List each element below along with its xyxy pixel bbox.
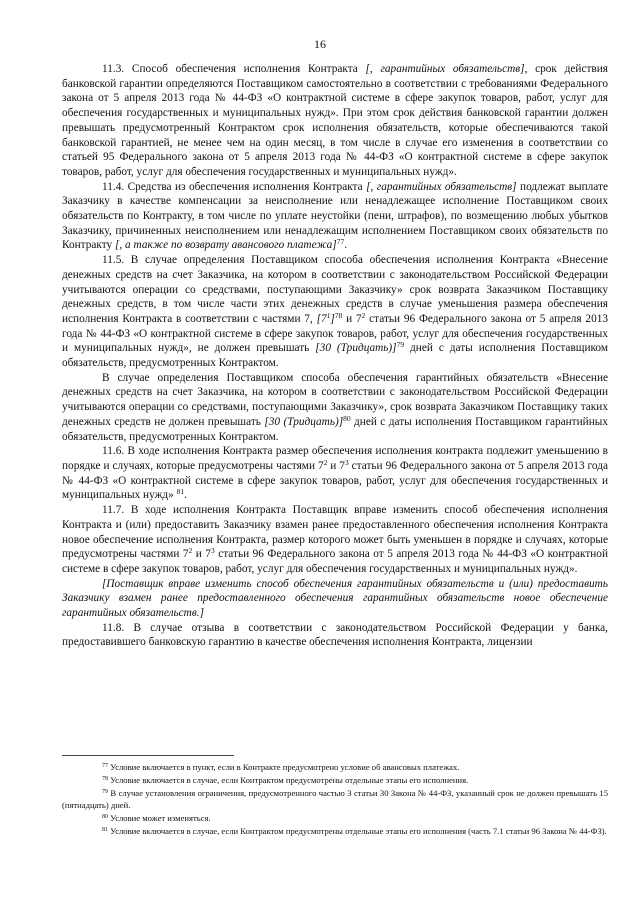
footnote-77 bbox=[62, 761, 608, 774]
clause-text: 11.4. Средства из обеспечения исполнения Контракта bbox=[102, 180, 367, 193]
superscript-index: 2 bbox=[323, 457, 328, 467]
footnote-ref[interactable]: 79 bbox=[396, 340, 405, 350]
clause-11-8 bbox=[62, 621, 608, 650]
clause-text: дней с даты исполнения Поставщиком гарантийных обязательств, предусмотренных Контрактом. bbox=[62, 415, 608, 443]
clause-text: , срок действия банковской гарантии определяются Поставщиком самостоятельно в соответствии с требованиями Федерального закона от 5 апреля 2013 года № 44-ФЗ «О контрактной системе в сфере закупок товаров, работ, услуг для обеспечения государственных и муниципальных нужд». При этом срок действия банковской гарантии должен превышать предусмотренный Контрактом срок исполнения обязательств, которые обеспечиваются такой банковской гарантией, не менее чем на один месяц, в том числе в случае его изменения в соответствии со статьей 95 Федерального закона от 5 апреля 2013 года № 44-ФЗ «О контрактной системе в сфере закупок товаров, работ, услуг для обеспечения государственных и муниципальных нужд». bbox=[62, 63, 608, 178]
clause-11-7 bbox=[62, 503, 608, 577]
clause-11-5-guarantee bbox=[62, 371, 608, 445]
clause-text: 11.7. В ходе исполнения Контракта Поставщик вправе изменить способ обеспечения исполнения Контракта и (или) предоставить Заказчику взамен ранее предоставленного обеспечения исполнения Контракта новое обеспечение исполнения Контракта, размер которого может быть уменьшен в порядке и случаях, которые предусмотрены частями 7 bbox=[62, 504, 608, 561]
superscript-index: 3 bbox=[344, 457, 349, 467]
clause-text: дней с даты исполнения Поставщиком обязательств, предусмотренных Контрактом. bbox=[62, 342, 609, 370]
footnote-number: 80 bbox=[102, 814, 108, 821]
footnote-78 bbox=[62, 774, 608, 787]
clause-text: 11.8. В случае отзыва в соответствии с законодательством Российской Федерации у банка, предоставившего банковскую гарантию в качестве обеспечения исполнения Контракта, лицензии bbox=[62, 621, 608, 649]
superscript-index: 2 bbox=[188, 546, 193, 556]
clause-text: статьи 96 Федерального закона от 5 апреля 2013 года № 44-ФЗ «О контрактной системе в сфере закупок товаров, работ, услуг для обеспечения государственных и муниципальных нужд». bbox=[62, 548, 609, 575]
clause-text: статьи 96 Федерального закона от 5 апреля 2013 года № 44-ФЗ «О контрактной системе в сфере закупок товаров, работ, услуг для обеспечения государственных и муниципальных нужд», не должен превышать bbox=[62, 312, 609, 355]
clause-11-5 bbox=[62, 253, 608, 371]
clause-text: 11.3. Способ обеспечения исполнения Контракта bbox=[102, 63, 366, 75]
footnote-text: Условие включается в случае, если Контрактом предусмотрены отдельные этапы его исполнения. bbox=[110, 774, 469, 785]
clause-11-6 bbox=[62, 444, 608, 503]
footnote-79 bbox=[62, 787, 608, 813]
footnote-number: 78 bbox=[102, 775, 108, 782]
superscript-index: 3 bbox=[210, 546, 215, 556]
clause-text: и 7 bbox=[327, 459, 345, 472]
footnote-text: Условие включается в случае, если Контрактом предусмотрены отдельные этапы его исполнения (часть 7.1 статьи 96 Закона № 44-ФЗ). bbox=[110, 825, 607, 836]
clause-optional-text: [, гарантийных обязательств] bbox=[366, 180, 517, 193]
superscript-index: 2 bbox=[361, 310, 366, 320]
clause-text: 11.5. В случае определения Поставщиком способа обеспечения исполнения Контракта «Внесение денежных средств на счет Заказчика, на котором в соответствии с законодательством Российской Федерации учитываются операции со средствами, поступающими Заказчику» срок возврата Заказчиком Поставщику денежных средств, в том числе части этих денежных средств в случае уменьшения размера обеспечения исполнения Контракта в соответствии с частями 7, bbox=[62, 254, 608, 325]
clause-optional-text: [, гарантийных обязательств] bbox=[365, 63, 525, 75]
clause-optional-text: [, а также по возврату авансового платежа] bbox=[115, 239, 337, 252]
clause-text: и 7 bbox=[342, 312, 362, 325]
footnote-ref[interactable]: 81 bbox=[176, 487, 185, 497]
clause-optional-text: ] bbox=[330, 312, 335, 325]
clause-optional-text: [7 bbox=[316, 312, 327, 325]
clause-11-7-guarantee bbox=[62, 577, 608, 621]
footnote-number: 81 bbox=[102, 826, 108, 833]
footnote-number: 79 bbox=[102, 788, 108, 795]
footnote-text: Условие включается в пункт, если в Контракте предусмотрено условие об авансовых платежах. bbox=[110, 762, 460, 772]
clause-text: В случае определения Поставщиком способа обеспечения гарантийных обязательств «Внесение денежных средств на счет Заказчика, на котором в соответствии с законодательством Российской Федерации учитываются операции со средствами, поступающими Заказчику», срок возврата Заказчиком Поставщику таких денежных средств не должен превышать bbox=[62, 371, 608, 428]
page-number: 16 bbox=[314, 37, 326, 51]
clause-text: 11.6. В ходе исполнения Контракта размер обеспечения исполнения контракта подлежит уменьшению в порядке и случаях, которые предусмотрены частями 7 bbox=[62, 445, 608, 472]
clause-text: подлежат выплате Заказчику в качестве компенсации за неисполнение или ненадлежащее исполнение Поставщиком своих обязательств по Контракту, в том числе по уплате неустойки (пени, штрафов), по возмещению любых убытков Заказчику, причиненных неисполнением или ненадлежащим исполнением Поставщиком своих обязательств по Контракту bbox=[62, 180, 608, 252]
footnote-text: В случае установления ограничения, предусмотренного частью 3 статьи 30 Закона № 44-ФЗ, указанный срок не должен превышать 15 (пятнадцать) дней. bbox=[62, 787, 608, 811]
clause-text: . bbox=[344, 239, 348, 252]
clause-optional-text: [30 (Тридцать)] bbox=[315, 342, 397, 355]
footnote-80 bbox=[62, 812, 608, 825]
clause-text: . bbox=[184, 489, 187, 502]
footnote-ref[interactable]: 80 bbox=[343, 413, 351, 423]
clause-optional-text: [30 (Тридцать)] bbox=[264, 415, 344, 428]
footnote-81 bbox=[62, 825, 608, 838]
footnote-divider bbox=[62, 755, 234, 756]
clause-text: и 7 bbox=[192, 548, 211, 561]
footnote-ref[interactable]: 78 bbox=[334, 310, 343, 320]
footnotes bbox=[62, 761, 608, 838]
clause-optional-text: [Поставщик вправе изменить способ обеспечения гарантийных обязательств и (или) предоставить Заказчику взамен ранее предоставленного обеспечения гарантийных обязательств новое обеспечение гарантийных обязательств.] bbox=[62, 577, 608, 620]
clause-text: статьи 96 Федерального закона от 5 апреля 2013 года № 44-ФЗ «О контрактной системе в сфере закупок товаров, работ, услуг для обеспечения государственных и муниципальных нужд» bbox=[62, 459, 608, 502]
footnote-ref[interactable]: 77 bbox=[336, 237, 345, 247]
superscript-index: 1 bbox=[326, 310, 331, 320]
clause-11-3 bbox=[62, 62, 608, 180]
footnote-text: Условие может изменяться. bbox=[110, 813, 211, 824]
clause-11-4 bbox=[62, 180, 608, 254]
footnote-number: 77 bbox=[102, 763, 108, 769]
document-body bbox=[62, 62, 608, 650]
